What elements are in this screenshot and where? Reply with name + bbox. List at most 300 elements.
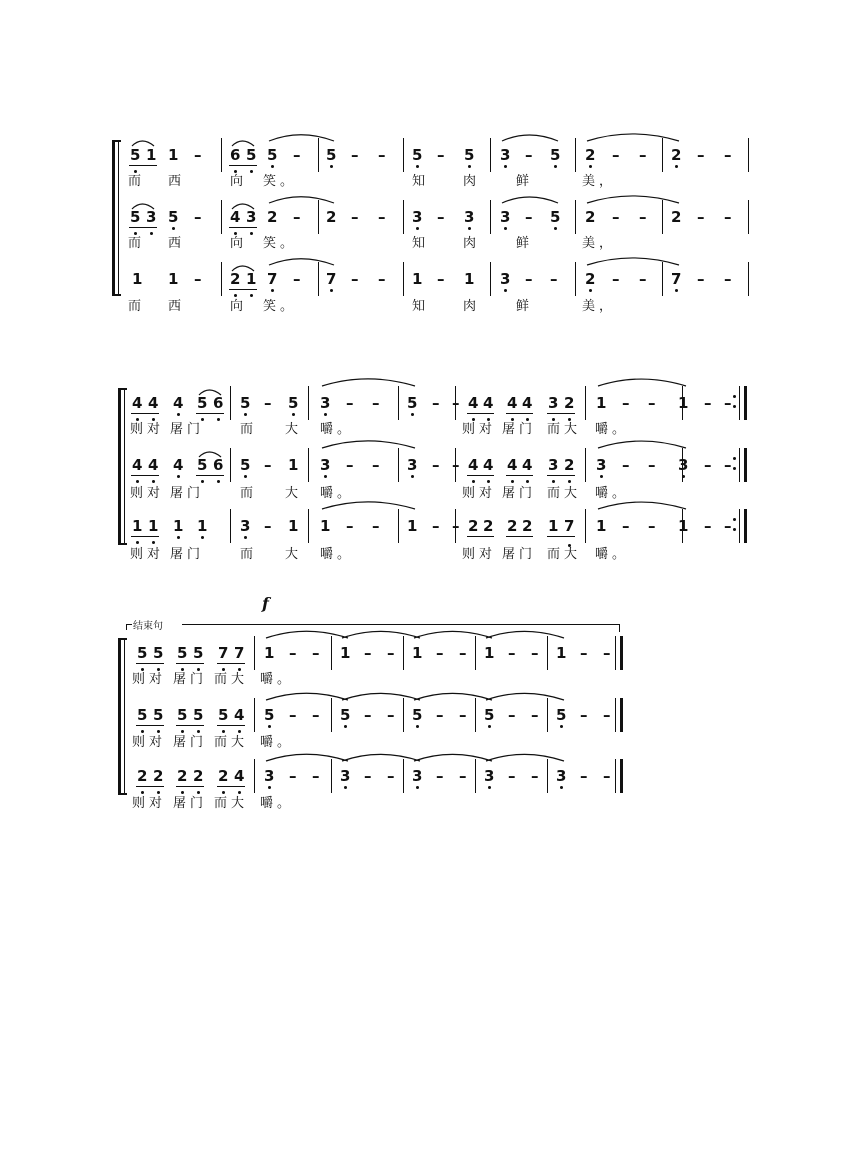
barline [221,138,222,172]
note [378,210,386,225]
note [585,148,595,163]
note-value: – [364,644,372,662]
note [230,148,240,163]
note-value: – [293,146,301,164]
note-value: – [378,146,386,164]
barline [585,509,586,543]
note [293,210,301,225]
note [412,210,422,225]
lyric-syllable: 屠门 [173,796,208,811]
lyric-syllable: 鲜 [516,299,530,314]
note-value: – [432,394,440,412]
note-value: – [531,706,539,724]
lyric-syllable: 则对 [132,796,167,811]
note [525,148,533,163]
note-value: 1 [556,644,567,662]
note [387,769,395,784]
note [173,519,183,534]
note [507,396,517,411]
note [596,519,606,534]
note [168,210,178,225]
barline [403,636,404,670]
note [351,148,359,163]
octave-dot-below [268,725,271,728]
eighth-underline [217,725,245,726]
bracket-cap-bottom [112,294,121,296]
octave-dot-below [234,294,237,297]
note-value: 1 [678,517,689,535]
note [132,458,142,473]
note-value: 7 [564,519,574,534]
note [346,519,354,534]
note-value: 5 [412,148,422,163]
bracket-cap-top [112,140,121,142]
lyric-syllable: 笑。 [263,174,298,189]
note-value: 4 [230,210,240,225]
octave-dot-below [589,165,592,168]
note-value: – [387,767,395,785]
note [177,769,187,784]
note-value: 2 [468,517,479,535]
octave-dot-below [152,541,155,544]
barline [490,138,491,172]
eighth-underline [176,725,204,726]
barline [662,200,663,234]
note-value: 3 [500,210,510,225]
note-value: – [387,644,395,662]
octave-dot-below [250,232,253,235]
note-value: 1 [146,146,157,164]
note-value: 3 [412,769,422,784]
barline [308,448,309,482]
octave-dot-below [244,536,247,539]
octave-dot-below [324,413,327,416]
note-value: 4 [468,458,478,473]
note-value: – [436,644,444,662]
note [564,458,574,473]
note [697,148,705,163]
octave-dot-below [172,227,175,230]
note [130,148,140,163]
note-value: 1 [678,394,689,412]
note-value: 5 [130,210,140,225]
note [622,458,630,473]
barline [230,386,231,420]
note-value: 5 [267,148,277,163]
note-value: 5 [193,646,203,661]
note-value: – [459,767,467,785]
note [612,148,620,163]
note [522,396,532,411]
note-value: 1 [407,517,418,535]
note [240,396,250,411]
barline [230,509,231,543]
note-value: 3 [556,769,566,784]
note [340,769,350,784]
lyric-syllable: 则对 [462,422,497,437]
note [522,519,532,534]
note-value: 7 [326,272,336,287]
note [193,769,203,784]
note [326,272,336,287]
note-value: 4 [522,458,532,473]
note [603,708,611,723]
note-value: 5 [177,708,187,723]
eighth-underline [217,786,245,787]
octave-dot-below [504,289,507,292]
note-value: 7 [267,272,277,287]
octave-dot-below [222,668,225,671]
note [293,148,301,163]
note [130,210,140,225]
note-value: 4 [483,396,493,411]
note-value: 5 [240,396,250,411]
barline [585,386,586,420]
note [289,708,297,723]
note [678,396,688,411]
octave-dot-below [568,480,571,483]
note [173,458,183,473]
note-value: – [704,517,712,535]
note-value: 5 [550,210,560,225]
lyric-syllable: 嚼。 [320,422,355,437]
note-value: 2 [671,208,682,226]
eighth-underline [131,475,159,476]
note-value: – [697,270,705,288]
system-bracket-thin [124,638,125,795]
octave-dot-below [141,791,144,794]
note [326,148,336,163]
note [678,458,688,473]
note-value: – [580,706,588,724]
note-value: 2 [671,148,681,163]
note-value: – [346,394,354,412]
note [432,519,440,534]
note [697,210,705,225]
octave-dot-below [238,668,241,671]
octave-dot-below [472,480,475,483]
barline [662,138,663,172]
octave-dot-below [511,480,514,483]
note-value: 3 [407,458,417,473]
slur [587,258,679,265]
eighth-underline [506,536,533,537]
note-value: 3 [484,769,494,784]
note-value: – [603,706,611,724]
note [351,272,359,287]
octave-dot-below [488,725,491,728]
note-value: – [704,456,712,474]
note-value: 5 [240,458,250,473]
slur [342,631,420,638]
slur [486,693,564,700]
barline [585,448,586,482]
note-value: – [704,394,712,412]
note [267,210,277,225]
octave-dot-below [222,791,225,794]
system-bracket [112,140,115,296]
octave-dot-below [201,418,204,421]
section-bracket-line [182,624,620,625]
note-value: 5 [484,708,494,723]
note-value: – [289,644,297,662]
note [548,458,558,473]
note-value: 4 [507,396,517,411]
note-value: – [724,146,732,164]
note [697,272,705,287]
note [468,458,478,473]
note [412,646,422,661]
eighth-underline [217,663,245,664]
octave-dot-below [468,165,471,168]
note [507,519,517,534]
note [213,458,223,473]
lyric-syllable: 则对 [132,735,167,750]
slur [587,196,679,203]
note-value: 5 [168,210,178,225]
note-value: – [312,644,320,662]
note [289,769,297,784]
octave-dot-below [568,418,571,421]
note [556,646,566,661]
note [194,272,202,287]
note-value: 2 [522,517,533,535]
note-value: 1 [320,517,331,535]
note-value: 1 [288,517,299,535]
note [137,708,147,723]
barline [308,386,309,420]
note [218,708,228,723]
octave-dot-below [141,668,144,671]
note [550,272,558,287]
octave-dot-below [217,480,220,483]
octave-dot-below [152,480,155,483]
note-value: 1 [197,519,207,534]
note-value: – [724,456,732,474]
note-value: – [437,208,445,226]
note-value: 3 [264,769,274,784]
eighth-underline [196,413,224,414]
lyric-syllable: 西 [168,236,182,251]
lyric-syllable: 则对 [130,486,165,501]
note [704,458,712,473]
octave-dot-below [152,418,155,421]
eighth-underline [229,165,257,166]
note [648,458,656,473]
lyric-syllable: 美， [582,236,617,251]
note-value: – [289,706,297,724]
note-value: 4 [468,396,478,411]
note-value: – [622,394,630,412]
barline [221,200,222,234]
barline [221,262,222,296]
note [234,708,244,723]
barline [575,262,576,296]
note-value: – [436,767,444,785]
note [531,769,539,784]
note-value: – [580,644,588,662]
note-value: – [508,644,516,662]
slur [266,693,348,700]
note [671,272,681,287]
slur [266,754,348,761]
note [704,519,712,534]
note-value: – [612,270,620,288]
note [264,769,274,784]
octave-dot-below [487,418,490,421]
barline [331,759,332,793]
note [639,272,647,287]
note [340,646,350,661]
octave-dot-below [330,165,333,168]
octave-dot-below [416,165,419,168]
slur [486,631,564,638]
eighth-underline [176,663,204,664]
note-value: – [346,456,354,474]
note [372,519,380,534]
lyric-syllable: 嚼。 [260,672,295,687]
note [387,646,395,661]
note-value: 3 [678,458,688,473]
note [407,396,417,411]
barline [403,138,404,172]
note-value: 1 [340,644,351,662]
note [234,769,244,784]
octave-dot-below [136,418,139,421]
note-value: – [612,146,620,164]
note [197,519,207,534]
octave-dot-below [244,413,247,416]
note-value: – [432,456,440,474]
note [580,708,588,723]
lyric-syllable: 而 [240,547,254,562]
note [452,396,460,411]
barline [475,759,476,793]
octave-dot-below [234,232,237,235]
bracket-cap-bottom [118,793,127,795]
note [407,519,417,534]
note-value: 3 [412,210,422,225]
barline [575,200,576,234]
eighth-underline [129,227,157,228]
slur [342,754,420,761]
note [132,272,142,287]
note [531,646,539,661]
note-value: 3 [320,458,330,473]
note-value: 1 [548,517,559,535]
lyric-syllable: 屠门 [502,486,537,501]
note [364,646,372,661]
lyric-syllable: 嚼。 [260,735,295,750]
lyric-syllable: 嚼。 [595,486,630,501]
note-value: 4 [234,769,244,784]
final-barline [620,698,623,732]
lyric-syllable: 嚼。 [320,486,355,501]
note-value: – [194,208,202,226]
octave-dot-below [560,786,563,789]
note [580,646,588,661]
note [146,210,156,225]
final-barline [744,448,747,482]
barline [748,262,749,296]
note-value: – [531,644,539,662]
lyric-syllable: 鲜 [516,174,530,189]
note [671,210,681,225]
octave-dot-below [472,418,475,421]
barline [547,759,548,793]
octave-dot-below [552,480,555,483]
lyric-syllable: 而 [240,486,254,501]
lyric-syllable: 向 [230,236,244,251]
note-value: 3 [246,210,256,225]
note [648,519,656,534]
octave-dot-below [488,786,491,789]
note [193,646,203,661]
note [412,769,422,784]
note-value: – [346,517,354,535]
note [508,708,516,723]
note [378,272,386,287]
note [704,396,712,411]
eighth-underline [506,475,533,476]
note-value: – [724,517,732,535]
note-value: – [452,517,460,535]
note-value: – [452,456,460,474]
lyric-syllable: 屠门 [170,486,205,501]
lyric-syllable: 而大 [214,796,249,811]
slur [266,631,348,638]
note [246,272,256,287]
note-value: 5 [153,708,163,723]
octave-dot-below [134,170,137,173]
eighth-underline [547,536,575,537]
note-value: – [603,644,611,662]
note [148,458,158,473]
barline [403,200,404,234]
note [585,210,595,225]
system-bracket [118,388,121,545]
note-value: – [351,208,359,226]
note [293,272,301,287]
bracket-cap-top [118,638,127,640]
barline [739,386,740,420]
lyric-syllable: 西 [168,174,182,189]
barline [254,698,255,732]
note-value: 5 [464,148,474,163]
note-value: 1 [412,644,423,662]
octave-dot-below [526,418,529,421]
note [639,148,647,163]
lyric-syllable: 嚼。 [260,796,295,811]
lyric-syllable: 西 [168,299,182,314]
note [153,708,163,723]
note-value: 5 [246,148,256,163]
note-value: 5 [407,396,417,411]
note [464,272,474,287]
dynamic-mark: f [262,594,269,613]
note-value: 5 [130,148,140,163]
barline [308,509,309,543]
note [564,519,574,534]
lyric-syllable: 而大 [214,735,249,750]
barline [615,698,616,732]
octave-dot-below [416,786,419,789]
note-value: 2 [564,458,574,473]
barline [254,636,255,670]
note [312,646,320,661]
bracket-cap-bottom [118,543,127,545]
note-value: – [648,456,656,474]
